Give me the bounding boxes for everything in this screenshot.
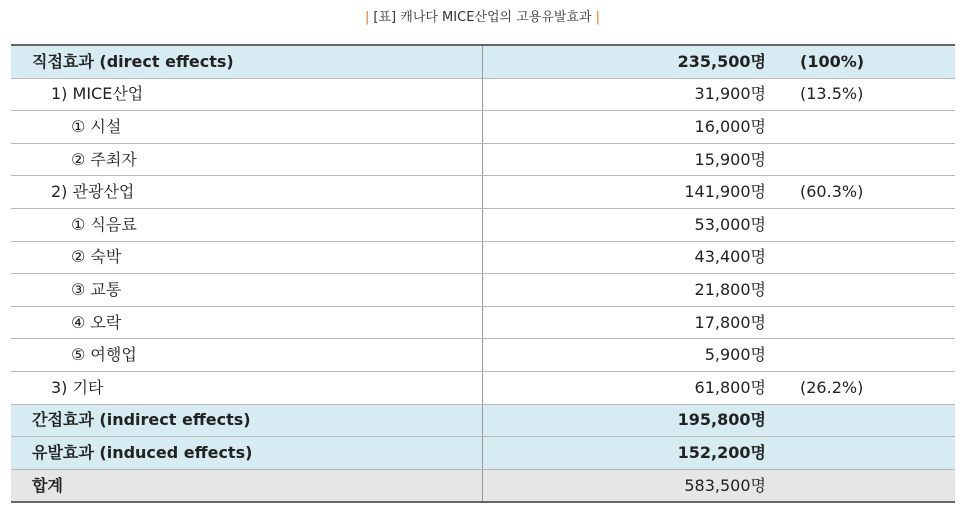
row-label: ④ 오락 <box>11 306 482 339</box>
table-row <box>11 143 955 176</box>
row-percentage: (26.2%) <box>766 371 955 404</box>
table-row <box>11 437 955 470</box>
row-label: 유발효과 (induced effects) <box>11 437 482 470</box>
table-row <box>11 404 955 437</box>
row-value: 583,500명 <box>482 469 766 502</box>
table-row <box>11 78 955 111</box>
row-value: 53,000명 <box>482 208 766 241</box>
table-caption <box>0 8 965 28</box>
row-value: 152,200명 <box>482 437 766 470</box>
row-percentage: (13.5%) <box>766 78 955 111</box>
caption-text: [표] 캐나다 MICE산업의 고용유발효과 <box>373 10 592 25</box>
row-label: 합계 <box>11 469 482 502</box>
row-value: 235,500명 <box>482 45 766 78</box>
row-label: 간접효과 (indirect effects) <box>11 404 482 437</box>
row-label: 직접효과 (direct effects) <box>11 45 482 78</box>
row-label: 1) MICE산업 <box>11 78 482 111</box>
table-row <box>11 176 955 209</box>
row-value: 61,800명 <box>482 371 766 404</box>
row-label: ① 시설 <box>11 111 482 144</box>
row-percentage <box>766 437 955 470</box>
row-value: 21,800명 <box>482 274 766 307</box>
row-value: 16,000명 <box>482 111 766 144</box>
row-percentage <box>766 208 955 241</box>
table-row <box>11 208 955 241</box>
table-row <box>11 306 955 339</box>
row-value: 5,900명 <box>482 339 766 372</box>
row-percentage: (60.3%) <box>766 176 955 209</box>
row-label: 2) 관광산업 <box>11 176 482 209</box>
row-percentage <box>766 306 955 339</box>
row-value: 141,900명 <box>482 176 766 209</box>
table-row <box>11 469 955 502</box>
table-body <box>11 45 955 502</box>
row-percentage <box>766 339 955 372</box>
row-value: 15,900명 <box>482 143 766 176</box>
caption-left-bar-icon: | <box>365 10 370 25</box>
row-percentage <box>766 241 955 274</box>
row-label: ① 식음료 <box>11 208 482 241</box>
caption-right-bar-icon: | <box>595 10 600 25</box>
row-value: 31,900명 <box>482 78 766 111</box>
row-percentage <box>766 111 955 144</box>
row-label: ⑤ 여행업 <box>11 339 482 372</box>
table-row <box>11 241 955 274</box>
row-percentage: (100%) <box>766 45 955 78</box>
table-row <box>11 371 955 404</box>
row-label: ② 주최자 <box>11 143 482 176</box>
row-percentage <box>766 274 955 307</box>
table-row <box>11 111 955 144</box>
row-value: 17,800명 <box>482 306 766 339</box>
table-row <box>11 274 955 307</box>
row-percentage <box>766 469 955 502</box>
row-percentage <box>766 404 955 437</box>
row-value: 195,800명 <box>482 404 766 437</box>
employment-effects-table <box>11 44 955 503</box>
table-row <box>11 45 955 78</box>
table-row <box>11 339 955 372</box>
row-value: 43,400명 <box>482 241 766 274</box>
row-percentage <box>766 143 955 176</box>
row-label: ② 숙박 <box>11 241 482 274</box>
row-label: 3) 기타 <box>11 371 482 404</box>
row-label: ③ 교통 <box>11 274 482 307</box>
